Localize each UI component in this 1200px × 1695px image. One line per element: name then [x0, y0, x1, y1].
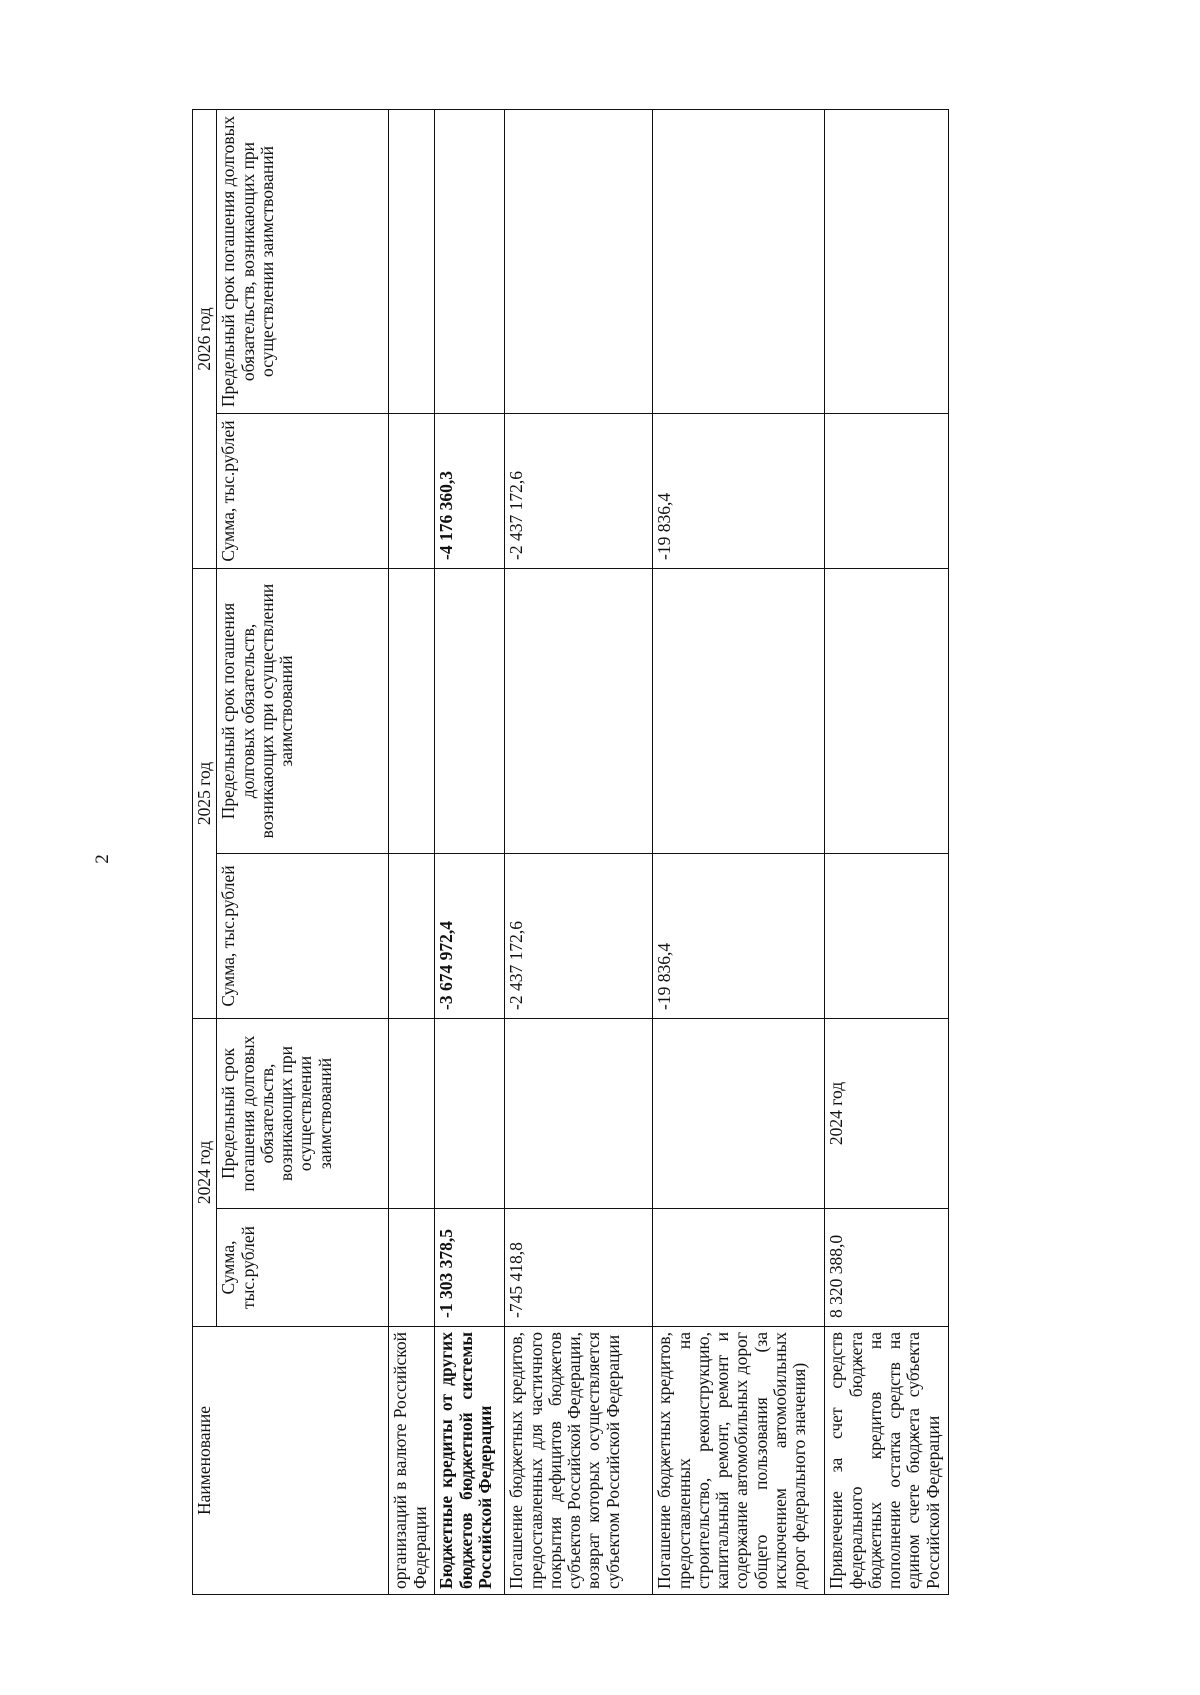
page-number: 2	[91, 854, 113, 864]
term-2025	[389, 569, 435, 854]
term-2026	[653, 110, 825, 414]
amount-2026: -2 437 172,6	[505, 414, 653, 569]
header-term-2025: Предельный срок погашения долговых обязательств, возникающих при осуществлении заимствований	[217, 569, 389, 854]
term-2024	[435, 1019, 505, 1209]
term-2025	[653, 569, 825, 854]
header-amount-2024: Сумма, тыс.рублей	[217, 1209, 389, 1327]
term-2025	[435, 569, 505, 854]
term-2024	[505, 1019, 653, 1209]
amount-2025	[389, 854, 435, 1019]
amount-2025: -3 674 972,4	[435, 854, 505, 1019]
amount-2024: 8 320 388,0	[825, 1209, 949, 1327]
amount-2024	[653, 1209, 825, 1327]
term-2024: 2024 год	[825, 1019, 949, 1209]
amount-2026: -4 176 360,3	[435, 414, 505, 569]
amount-2024: -745 418,8	[505, 1209, 653, 1327]
table-row	[505, 110, 653, 1595]
term-2026	[505, 110, 653, 414]
term-2026	[825, 110, 949, 414]
table-row	[389, 110, 435, 1595]
table-container	[192, 110, 1049, 1595]
amount-2026	[389, 414, 435, 569]
row-name: Погашение бюджетных кредитов, предоставленных на строительство, реконструкцию, капитальный ремонт, ремонт и содержание автомобильных дорог общего пользования (за исключением автомобильных дорог федерального значения)	[653, 1327, 825, 1595]
header-term-2026: Предельный срок погашения долговых обязательств, возникающих при осуществлении заимствований	[217, 110, 389, 414]
term-2024	[389, 1019, 435, 1209]
table-row	[435, 110, 505, 1595]
term-2025	[505, 569, 653, 854]
amount-2024: -1 303 378,5	[435, 1209, 505, 1327]
header-name: Наименование	[193, 1327, 389, 1595]
row-name: Привлечение за счет средств федерального бюджета бюджетных кредитов на пополнение остатка средств на едином счете бюджета субъекта Российской Федерации	[825, 1327, 949, 1595]
amount-2025	[825, 854, 949, 1019]
term-2026	[435, 110, 505, 414]
header-amount-2025: Сумма, тыс.рублей	[217, 854, 389, 1019]
header-amount-2026: Сумма, тыс.рублей	[217, 414, 389, 569]
header-term-2024: Предельный срок погашения долговых обязательств, возникающих при осуществлении заимствований	[217, 1019, 389, 1209]
header-year-2025: 2025 год	[193, 569, 217, 1019]
row-name: организаций в валюте Российской Федерации	[389, 1327, 435, 1595]
amount-2026	[825, 414, 949, 569]
amount-2026: -19 836,4	[653, 414, 825, 569]
header-year-2026: 2026 год	[193, 110, 217, 569]
header-year-2024: 2024 год	[193, 1019, 217, 1327]
borrowing-table	[192, 109, 949, 1595]
amount-2025: -19 836,4	[653, 854, 825, 1019]
term-2025	[825, 569, 949, 854]
table-row	[653, 110, 825, 1595]
amount-2025: -2 437 172,6	[505, 854, 653, 1019]
row-name: Бюджетные кредиты от других бюджетов бюджетной системы Российской Федерации	[435, 1327, 505, 1595]
term-2026	[389, 110, 435, 414]
amount-2024	[389, 1209, 435, 1327]
table-row	[825, 110, 949, 1595]
term-2024	[653, 1019, 825, 1209]
row-name: Погашение бюджетных кредитов, предоставленных для частичного покрытия дефицитов бюджетов субъектов Российской Федерации, возврат которых осуществляется субъектом Российской Федерации	[505, 1327, 653, 1595]
